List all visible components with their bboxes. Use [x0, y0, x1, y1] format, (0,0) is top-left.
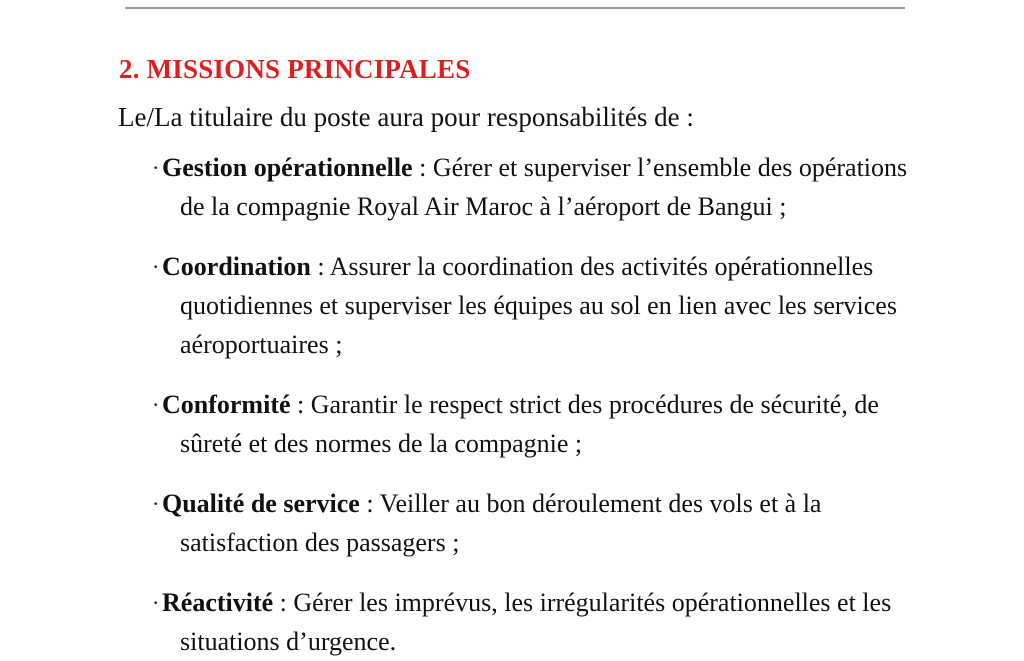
list-item-body: Gérer et superviser l’ensemble des opérations de la compagnie Royal Air Maroc à l’aéroport de Bangui ; — [180, 153, 908, 221]
list-item — [146, 247, 916, 364]
list-item-body: Assurer la coordination des activités opérationnelles quotidiennes et superviser les équipes au sol en lien avec les services aéroportuaires ; — [180, 252, 897, 359]
list-item-separator: : — [412, 153, 433, 182]
list-item — [146, 484, 916, 562]
bullet-dot-icon: · — [152, 155, 160, 180]
list-item-label: Qualité de service — [162, 489, 360, 518]
list-item-text — [162, 484, 916, 562]
header-divider-rule — [125, 7, 905, 9]
list-item-body: Garantir le respect strict des procédures de sécurité, de sûreté et des normes de la compagnie ; — [180, 390, 879, 458]
list-item-separator: : — [273, 588, 294, 617]
missions-bullet-list — [146, 148, 916, 661]
bullet-dot-icon: · — [152, 254, 160, 279]
list-item — [146, 385, 916, 463]
bullet-dot-icon: · — [152, 491, 160, 516]
list-item-label: Gestion opérationnelle — [162, 153, 413, 182]
list-item — [146, 583, 916, 661]
page-title: 2. MISSIONS PRINCIPALES — [119, 54, 471, 84]
list-item-body: Gérer les imprévus, les irrégularités opérationnelles et les situations d’urgence. — [180, 588, 892, 656]
list-item-label: Réactivité — [162, 588, 274, 617]
intro-paragraph: Le/La titulaire du poste aura pour responsabilités de : — [118, 102, 694, 132]
bullet-dot-icon: · — [152, 590, 160, 615]
list-item-separator: : — [290, 390, 311, 419]
list-item-body: Veiller au bon déroulement des vols et à la satisfaction des passagers ; — [180, 489, 822, 557]
list-item-separator: : — [310, 252, 330, 281]
list-item-label: Conformité — [162, 390, 291, 419]
list-item-text — [162, 385, 916, 463]
list-item-text — [162, 247, 916, 364]
list-item-text — [162, 148, 916, 226]
list-item-separator: : — [359, 489, 380, 518]
bullet-dot-icon: · — [152, 392, 160, 417]
list-item-text — [162, 583, 916, 661]
list-item — [146, 148, 916, 226]
list-item-label: Coordination — [162, 252, 311, 281]
